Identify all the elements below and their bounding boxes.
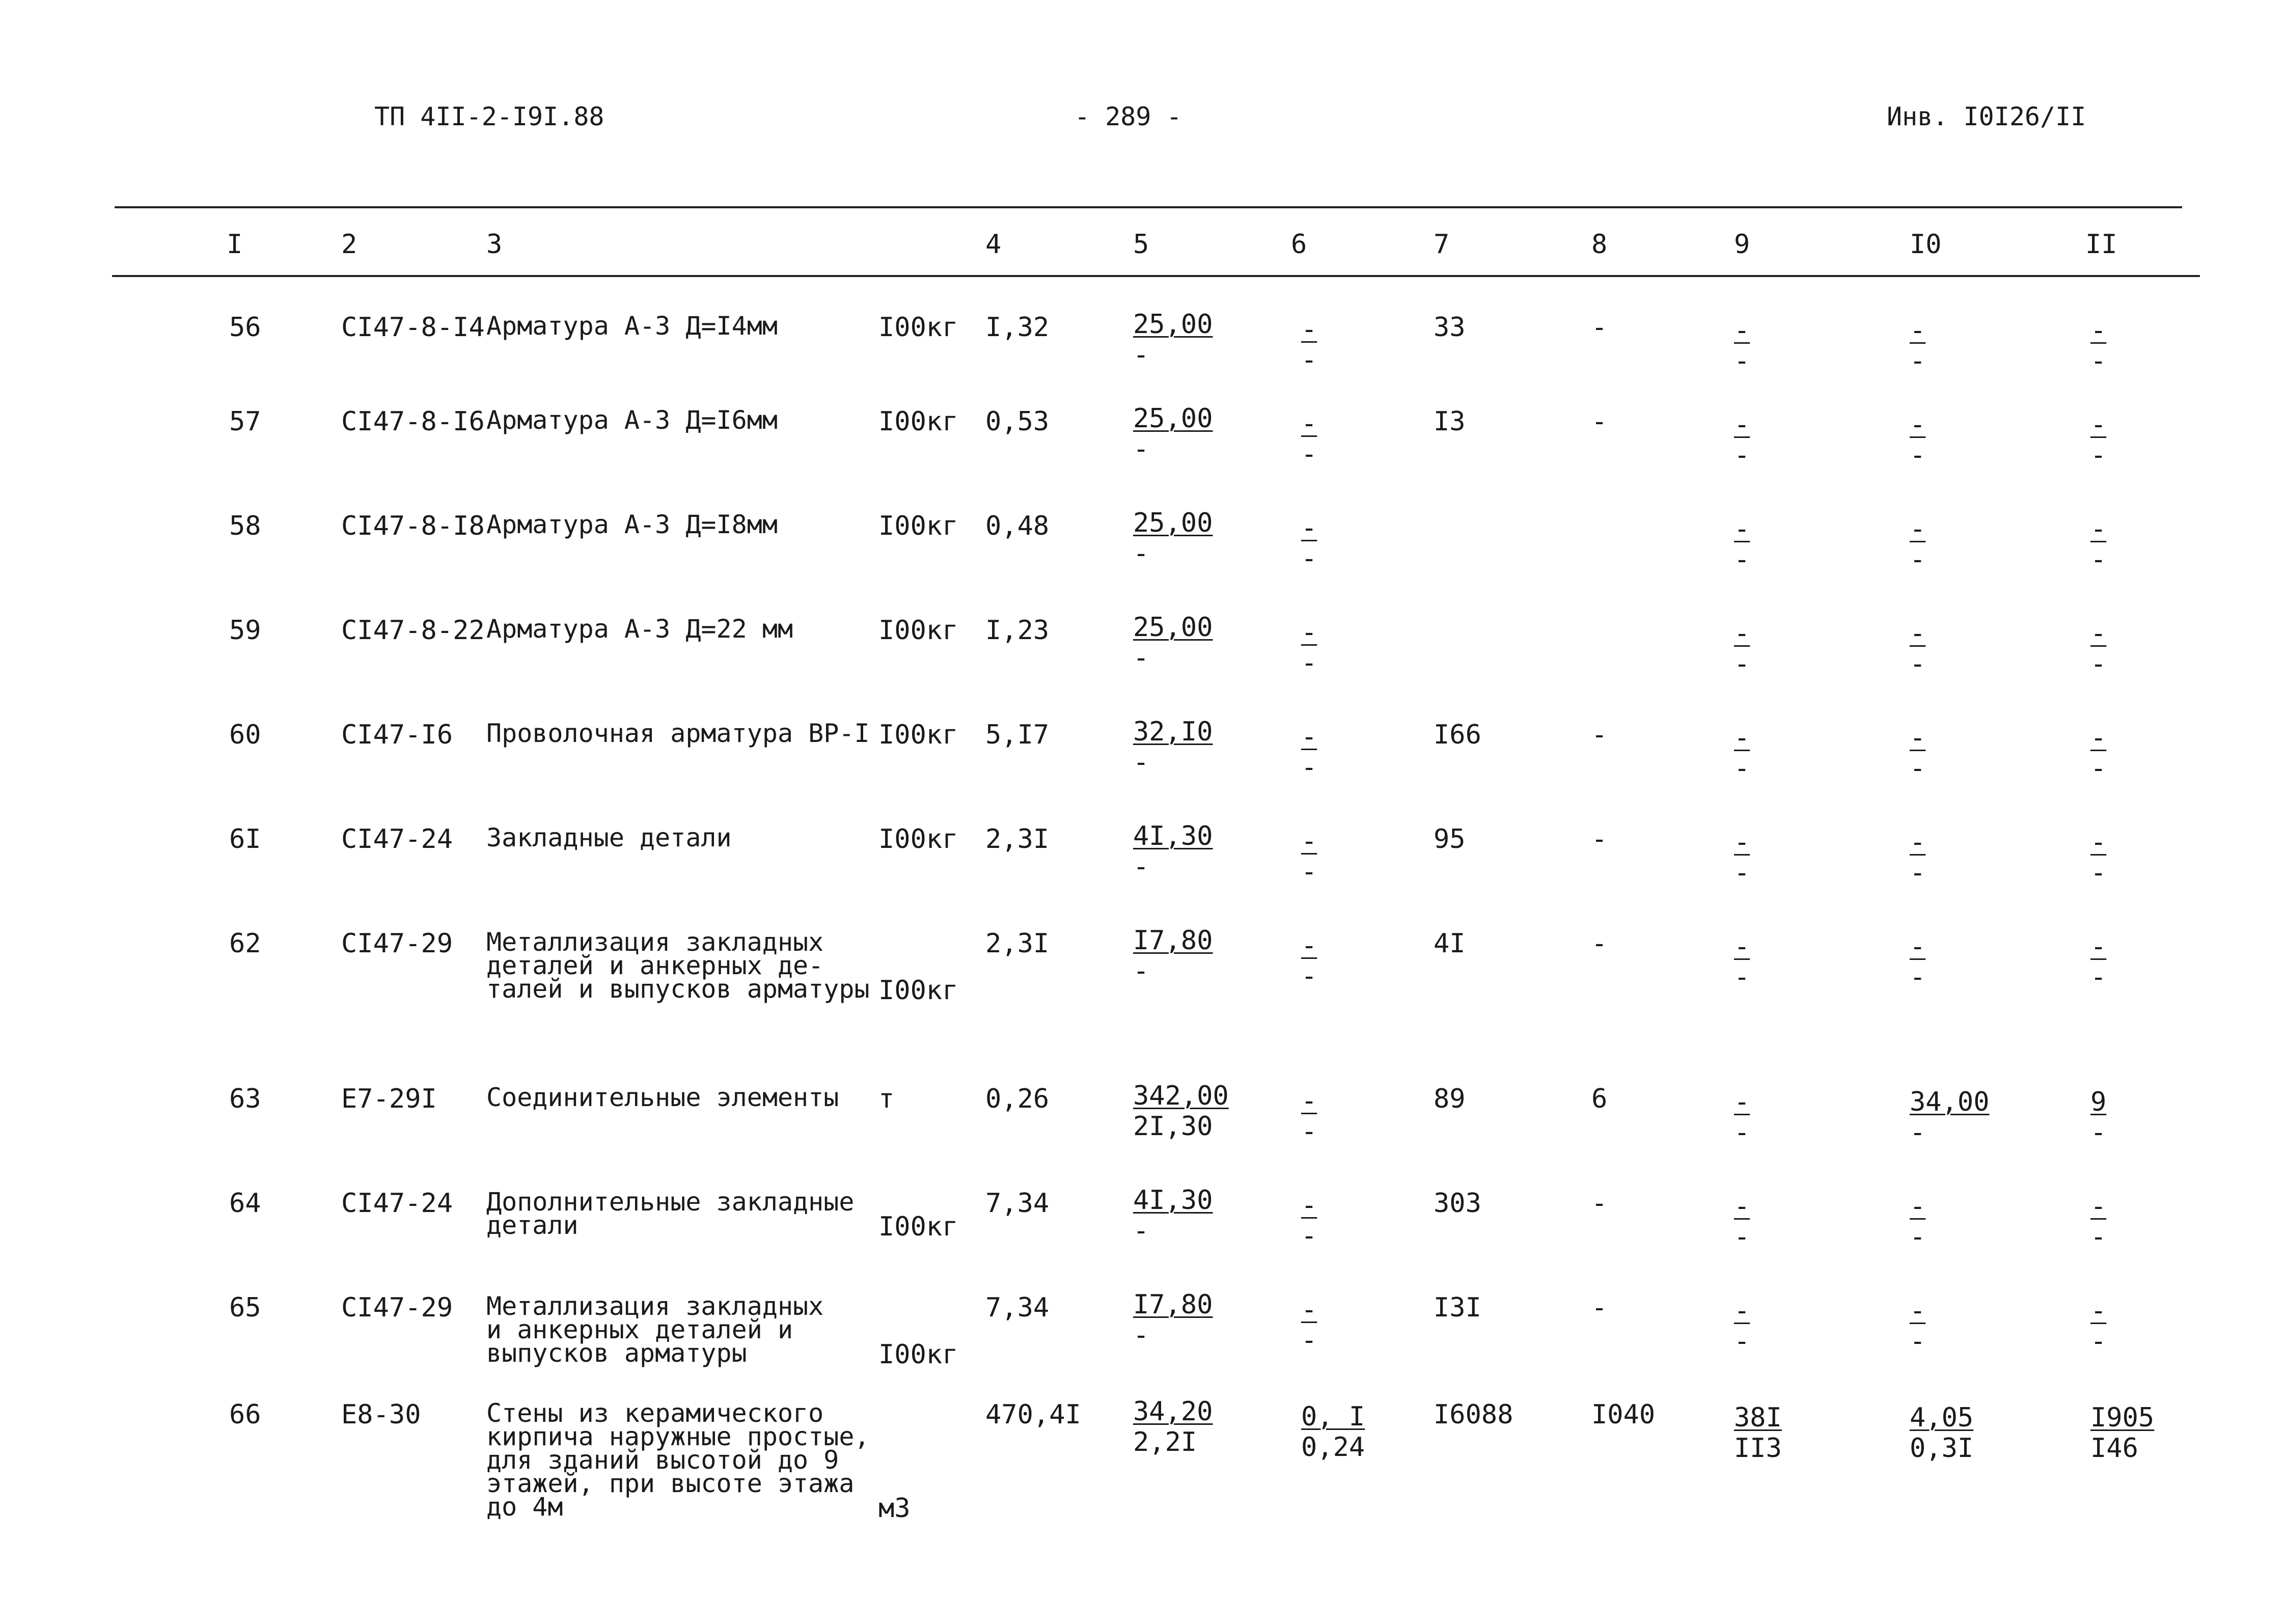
col11-value-numerator: - — [2090, 723, 2107, 753]
col10-value-denominator: - — [1910, 649, 1926, 679]
unit: м3 — [878, 1493, 911, 1524]
col10-value-denominator: - — [1910, 1326, 1926, 1357]
column-number: 5 — [1133, 229, 1149, 260]
col6-value-denominator: - — [1301, 961, 1317, 992]
rate-code: E8-30 — [341, 1399, 421, 1430]
description-line: и анкерных деталей и — [486, 1315, 793, 1344]
column-number: II — [2085, 229, 2117, 260]
col10-value-denominator: 0,3I — [1910, 1433, 1974, 1464]
col11-value-denominator: - — [2090, 346, 2107, 376]
unit-cost-denominator: - — [1133, 538, 1149, 569]
col11-value-numerator: 9 — [2090, 1087, 2107, 1117]
col9-value-denominator: - — [1734, 346, 1750, 376]
col10-value — [1910, 315, 2001, 376]
unit-cost-denominator: 2I,30 — [1133, 1111, 1213, 1142]
description-line: талей и выпусков арматуры — [486, 974, 870, 1004]
col11-value-numerator: I905 — [2090, 1402, 2155, 1433]
col6-value — [1301, 1401, 1393, 1463]
col7-value: I6088 — [1434, 1399, 1513, 1430]
unit-cost-denominator: 2,2I — [1133, 1427, 1197, 1457]
column-number: 9 — [1734, 229, 1750, 260]
description-line: выпусков арматуры — [486, 1338, 747, 1368]
col9-value — [1734, 931, 1826, 993]
unit: I00кг — [878, 406, 958, 437]
col10-value-denominator: - — [1910, 1222, 1926, 1252]
row-number: 65 — [229, 1292, 261, 1323]
col11-value-denominator: - — [2090, 1117, 2107, 1148]
description-line: Проволочная арматура ВР-I — [486, 719, 870, 748]
col11-value — [2090, 723, 2182, 784]
col11-value-denominator: - — [2090, 858, 2107, 888]
work-description — [486, 1291, 824, 1368]
rate-code: CI47-8-I4 — [341, 312, 485, 343]
col10-value-numerator: 4,05 — [1910, 1402, 1974, 1433]
quantity: 2,3I — [985, 928, 1050, 959]
col11-value-denominator: - — [2090, 1222, 2107, 1252]
rate-code: CI47-29 — [341, 1292, 453, 1323]
page-number: - 289 - — [1075, 102, 1182, 131]
col10-value — [1910, 1087, 2001, 1148]
col9-value-numerator: 38I — [1734, 1402, 1782, 1433]
col11-value-denominator: - — [2090, 649, 2107, 679]
unit-cost — [1133, 1185, 1225, 1246]
col7-value: I3I — [1434, 1292, 1481, 1323]
description-line: Металлизация закладных — [486, 927, 824, 957]
unit-cost — [1133, 717, 1225, 778]
col6-value-numerator: - — [1301, 826, 1317, 857]
unit-cost-denominator: - — [1133, 956, 1149, 986]
unit: I00кг — [878, 1212, 958, 1242]
unit: I00кг — [878, 720, 958, 750]
work-description — [486, 614, 793, 644]
col6-value — [1301, 513, 1393, 574]
col9-value — [1734, 514, 1826, 575]
row-number: 63 — [229, 1084, 261, 1114]
col7-value: 95 — [1434, 824, 1466, 855]
quantity: 7,34 — [985, 1292, 1050, 1323]
unit-cost — [1133, 1081, 1229, 1142]
col6-value — [1301, 408, 1393, 470]
col11-value-numerator: - — [2090, 1191, 2107, 1222]
col6-value-numerator: 0, I — [1301, 1401, 1365, 1432]
col10-value-numerator: - — [1910, 827, 1926, 858]
col8-value: - — [1591, 1292, 1608, 1323]
col10-value-numerator: - — [1910, 1296, 1926, 1326]
unit-cost-denominator: - — [1133, 643, 1149, 673]
quantity: 0,53 — [985, 406, 1050, 437]
col10-value — [1910, 1191, 2001, 1252]
col9-value-numerator: - — [1734, 618, 1750, 649]
unit: I00кг — [878, 615, 958, 646]
col10-value-denominator: - — [1910, 346, 1926, 376]
description-line: Закладные детали — [486, 823, 732, 852]
work-description — [486, 405, 778, 435]
unit-cost-numerator: 342,00 — [1133, 1081, 1229, 1111]
top-rule — [115, 206, 2182, 208]
col7-value: I66 — [1434, 720, 1481, 750]
col11-value-denominator: - — [2090, 962, 2107, 993]
rate-code: CI47-29 — [341, 928, 453, 959]
col9-value — [1734, 315, 1826, 376]
col11-value-numerator: - — [2090, 1296, 2107, 1326]
col6-value-numerator: - — [1301, 1295, 1317, 1325]
unit-cost — [1133, 309, 1225, 370]
description-line: Арматура А-3 Д=I8мм — [486, 510, 778, 539]
col6-value-numerator: - — [1301, 314, 1317, 345]
unit-cost — [1133, 1396, 1225, 1457]
description-line: Дополнительные закладные — [486, 1187, 855, 1217]
col6-value-numerator: - — [1301, 617, 1317, 648]
col10-value — [1910, 618, 2001, 679]
col10-value — [1910, 827, 2001, 888]
col7-value: 33 — [1434, 312, 1466, 343]
col10-value-numerator: - — [1910, 931, 1926, 962]
work-description — [486, 1187, 855, 1240]
unit-cost-numerator: 25,00 — [1133, 612, 1213, 643]
col6-value-denominator: - — [1301, 1221, 1317, 1251]
col9-value-numerator: - — [1734, 514, 1750, 544]
column-number: 3 — [486, 229, 503, 260]
col8-value: I040 — [1591, 1399, 1656, 1430]
col8-value: - — [1591, 824, 1608, 855]
col6-value-denominator: - — [1301, 345, 1317, 375]
col6-value — [1301, 1190, 1393, 1251]
unit-cost-numerator: I7,80 — [1133, 1289, 1213, 1320]
col11-value — [2090, 1402, 2182, 1464]
row-number: 62 — [229, 928, 261, 959]
col6-value-denominator: - — [1301, 543, 1317, 574]
unit: т — [878, 1084, 895, 1114]
col10-value — [1910, 1296, 2001, 1357]
col11-value — [2090, 827, 2182, 888]
work-description — [486, 311, 778, 341]
description-line: деталей и анкерных де- — [486, 951, 824, 980]
col11-value — [2090, 1087, 2182, 1148]
col9-value-denominator: - — [1734, 649, 1750, 679]
col10-value — [1910, 1402, 2001, 1464]
unit-cost — [1133, 508, 1225, 569]
col10-value-denominator: - — [1910, 962, 1926, 993]
description-line: детали — [486, 1210, 579, 1240]
col8-value: 6 — [1591, 1084, 1608, 1114]
unit-cost-numerator: 4I,30 — [1133, 1185, 1213, 1216]
work-description — [486, 510, 778, 539]
rate-code: E7-29I — [341, 1084, 437, 1114]
unit-cost — [1133, 612, 1225, 673]
quantity: 0,48 — [985, 511, 1050, 541]
col10-value-denominator: - — [1910, 440, 1926, 471]
col8-value: - — [1591, 928, 1608, 959]
col6-value-numerator: - — [1301, 930, 1317, 961]
unit-cost-numerator: 4I,30 — [1133, 821, 1213, 851]
unit-cost-numerator: 34,20 — [1133, 1396, 1213, 1427]
col11-value-denominator: - — [2090, 753, 2107, 784]
rate-code: CI47-24 — [341, 1188, 453, 1219]
col10-value-numerator: - — [1910, 1191, 1926, 1222]
col6-value — [1301, 1295, 1393, 1356]
unit: I00кг — [878, 1339, 958, 1370]
unit-cost — [1133, 403, 1225, 464]
unit-cost-denominator: - — [1133, 747, 1149, 778]
description-line: для зданий высотой до 9 — [486, 1445, 839, 1475]
col10-value — [1910, 931, 2001, 993]
col6-value — [1301, 1086, 1393, 1147]
work-description — [486, 823, 732, 852]
col8-value: - — [1591, 1188, 1608, 1219]
col10-value-denominator: - — [1910, 1117, 1926, 1148]
unit-cost-numerator: 25,00 — [1133, 309, 1213, 340]
col11-value-numerator: - — [2090, 931, 2107, 962]
quantity: 5,I7 — [985, 720, 1050, 750]
col9-value — [1734, 1402, 1826, 1464]
col9-value-numerator: - — [1734, 1191, 1750, 1222]
description-line: Соединительные элементы — [486, 1083, 839, 1112]
col9-value-numerator: - — [1734, 409, 1750, 440]
description-line: этажей, при высоте этажа — [486, 1469, 855, 1498]
unit: I00кг — [878, 975, 958, 1006]
work-description — [486, 927, 870, 1004]
col9-value — [1734, 1191, 1826, 1252]
col9-value — [1734, 1087, 1826, 1148]
col9-value-numerator: - — [1734, 723, 1750, 753]
column-number: 6 — [1291, 229, 1307, 260]
col10-value-numerator: - — [1910, 618, 1926, 649]
col9-value-denominator: - — [1734, 1222, 1750, 1252]
col10-value-numerator: - — [1910, 723, 1926, 753]
col9-value-numerator: - — [1734, 315, 1750, 346]
col6-value — [1301, 617, 1393, 678]
unit-cost-denominator: - — [1133, 1320, 1149, 1351]
row-number: 58 — [229, 511, 261, 541]
row-number: 60 — [229, 720, 261, 750]
col8-value: - — [1591, 406, 1608, 437]
col11-value-numerator: - — [2090, 618, 2107, 649]
col6-value-denominator: 0,24 — [1301, 1432, 1365, 1463]
row-number: 64 — [229, 1188, 261, 1219]
work-description — [486, 1083, 839, 1112]
col11-value-numerator: - — [2090, 827, 2107, 858]
col11-value — [2090, 618, 2182, 679]
unit-cost — [1133, 821, 1225, 882]
unit-cost-denominator: - — [1133, 851, 1149, 882]
description-line: кирпича наружные простые, — [486, 1422, 870, 1451]
col10-value — [1910, 409, 2001, 471]
col6-value-numerator: - — [1301, 408, 1317, 439]
col9-value — [1734, 409, 1826, 471]
rate-code: CI47-8-I8 — [341, 511, 485, 541]
col10-value — [1910, 514, 2001, 575]
unit-cost-numerator: I7,80 — [1133, 925, 1213, 956]
row-number: 59 — [229, 615, 261, 646]
col10-value-numerator: - — [1910, 315, 1926, 346]
unit-cost — [1133, 925, 1225, 986]
col9-value — [1734, 723, 1826, 784]
col7-value: I3 — [1434, 406, 1466, 437]
col9-value-denominator: - — [1734, 440, 1750, 471]
column-number: 4 — [985, 229, 1002, 260]
col9-value-numerator: - — [1734, 931, 1750, 962]
col11-value-denominator: - — [2090, 544, 2107, 575]
col10-value-denominator: - — [1910, 753, 1926, 784]
row-number: 66 — [229, 1399, 261, 1430]
rate-code: CI47-8-I6 — [341, 406, 485, 437]
col9-value-denominator: - — [1734, 753, 1750, 784]
col10-value — [1910, 723, 2001, 784]
col9-value — [1734, 827, 1826, 888]
column-number: I — [227, 229, 243, 260]
quantity: I,32 — [985, 312, 1050, 343]
doc-code: ТП 4II-2-I9I.88 — [374, 102, 604, 131]
col9-value-denominator: - — [1734, 1117, 1750, 1148]
unit: I00кг — [878, 511, 958, 541]
description-line: Арматура А-3 Д=22 мм — [486, 614, 793, 644]
col6-value-denominator: - — [1301, 648, 1317, 678]
description-line: Арматура А-3 Д=I6мм — [486, 405, 778, 435]
col10-value-denominator: - — [1910, 544, 1926, 575]
col6-value-numerator: - — [1301, 513, 1317, 543]
col11-value-numerator: - — [2090, 315, 2107, 346]
column-number: 8 — [1591, 229, 1608, 260]
row-number: 56 — [229, 312, 261, 343]
column-number: 2 — [341, 229, 357, 260]
col6-value-denominator: - — [1301, 439, 1317, 470]
col9-value-denominator: - — [1734, 1326, 1750, 1357]
description-line: Арматура А-3 Д=I4мм — [486, 311, 778, 341]
col6-value — [1301, 930, 1393, 992]
quantity: 2,3I — [985, 824, 1050, 855]
rate-code: CI47-8-22 — [341, 615, 485, 646]
inventory-number: Инв. I0I26/II — [1887, 102, 2086, 131]
col11-value — [2090, 1191, 2182, 1252]
col7-value: 4I — [1434, 928, 1466, 959]
col11-value-numerator: - — [2090, 514, 2107, 544]
col9-value-denominator: - — [1734, 858, 1750, 888]
unit-cost-numerator: 25,00 — [1133, 403, 1213, 434]
description-line: Стены из керамического — [486, 1398, 824, 1428]
col8-value: - — [1591, 312, 1608, 343]
col9-value-numerator: - — [1734, 1296, 1750, 1326]
description-line: Металлизация закладных — [486, 1291, 824, 1321]
quantity: 470,4I — [985, 1399, 1081, 1430]
description-line: до 4м — [486, 1492, 563, 1522]
col11-value-denominator: I46 — [2090, 1433, 2138, 1464]
col6-value-numerator: - — [1301, 722, 1317, 752]
rate-code: CI47-I6 — [341, 720, 453, 750]
column-number: 7 — [1434, 229, 1450, 260]
col6-value-denominator: - — [1301, 1325, 1317, 1356]
col11-value — [2090, 409, 2182, 471]
unit-cost — [1133, 1289, 1225, 1351]
col6-value-denominator: - — [1301, 857, 1317, 887]
unit-cost-denominator: - — [1133, 434, 1149, 464]
row-number: 6I — [229, 824, 261, 855]
col10-value-numerator: - — [1910, 514, 1926, 544]
col8-value: - — [1591, 720, 1608, 750]
col11-value-denominator: - — [2090, 1326, 2107, 1357]
col9-value-denominator: II3 — [1734, 1433, 1782, 1464]
unit-cost-denominator: - — [1133, 340, 1149, 370]
col10-value-numerator: 34,00 — [1910, 1087, 1990, 1117]
col11-value — [2090, 315, 2182, 376]
col9-value-denominator: - — [1734, 962, 1750, 993]
unit-cost-numerator: 32,I0 — [1133, 717, 1213, 747]
col7-value: 303 — [1434, 1188, 1481, 1219]
col11-value-numerator: - — [2090, 409, 2107, 440]
col6-value-denominator: - — [1301, 1116, 1317, 1147]
col9-value-numerator: - — [1734, 827, 1750, 858]
col10-value-denominator: - — [1910, 858, 1926, 888]
row-number: 57 — [229, 406, 261, 437]
col9-value — [1734, 618, 1826, 679]
work-description — [486, 719, 870, 748]
quantity: 0,26 — [985, 1084, 1050, 1114]
work-description — [486, 1398, 870, 1522]
col11-value — [2090, 514, 2182, 575]
unit-cost-numerator: 25,00 — [1133, 508, 1213, 538]
col11-value — [2090, 1296, 2182, 1357]
col9-value — [1734, 1296, 1826, 1357]
col6-value-denominator: - — [1301, 752, 1317, 783]
col11-value-denominator: - — [2090, 440, 2107, 471]
col11-value — [2090, 931, 2182, 993]
quantity: 7,34 — [985, 1188, 1050, 1219]
col6-value-numerator: - — [1301, 1190, 1317, 1221]
header-rule — [112, 275, 2200, 277]
quantity: I,23 — [985, 615, 1050, 646]
rate-code: CI47-24 — [341, 824, 453, 855]
col6-value — [1301, 826, 1393, 887]
unit: I00кг — [878, 824, 958, 855]
col6-value-numerator: - — [1301, 1086, 1317, 1116]
col7-value: 89 — [1434, 1084, 1466, 1114]
unit-cost-denominator: - — [1133, 1216, 1149, 1246]
col6-value — [1301, 722, 1393, 783]
column-number: I0 — [1910, 229, 1942, 260]
col9-value-numerator: - — [1734, 1087, 1750, 1117]
col6-value — [1301, 314, 1393, 375]
col10-value-numerator: - — [1910, 409, 1926, 440]
unit: I00кг — [878, 312, 958, 343]
col9-value-denominator: - — [1734, 544, 1750, 575]
